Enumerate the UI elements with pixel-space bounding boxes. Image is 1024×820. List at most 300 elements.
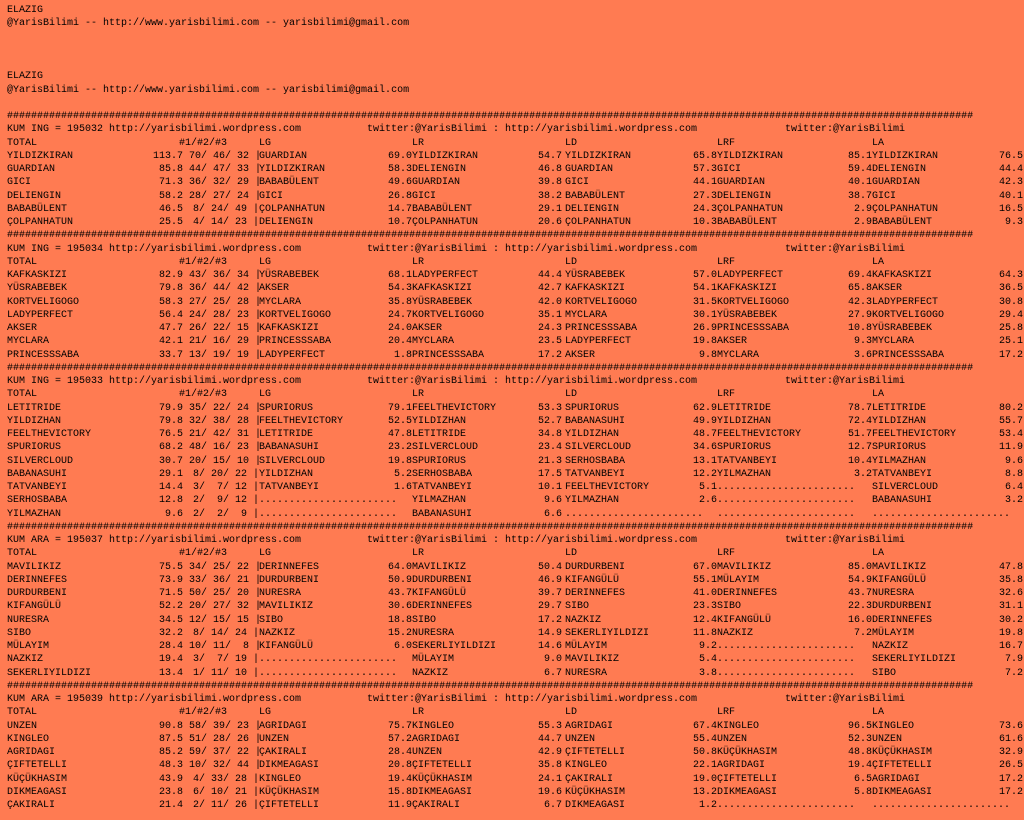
table-cell: MYCLARA — [7, 336, 50, 348]
table-cell: ....................... — [259, 667, 398, 679]
table-cell: 12.2 — [692, 468, 717, 480]
table-cell: 9.6 — [543, 495, 562, 507]
table-cell: YILDIZKIRAN — [872, 150, 939, 162]
table-cell: 53.3 — [537, 402, 562, 414]
section-header — [7, 534, 1024, 547]
table-cell: KAFKASKIZI — [872, 270, 933, 281]
table-cell: 57.2 — [387, 733, 412, 745]
table-cell: LADYPERFECT — [565, 336, 632, 348]
table-cell: TATVANBEYI — [7, 482, 68, 493]
table-cell: 14.7 — [387, 203, 412, 215]
table-cell: GICI — [259, 190, 284, 202]
table-row — [7, 150, 1024, 163]
table-cell: 30.1 — [692, 309, 717, 321]
table-cell: 26/ 22/ 15 | — [189, 323, 262, 334]
table-cell: UNZEN — [7, 720, 38, 732]
table-cell: ....................... — [717, 800, 856, 811]
table-cell: 52.5 — [387, 415, 412, 427]
table-cell: 39.7 — [537, 588, 562, 599]
table-cell: 67.0 — [692, 561, 717, 573]
table-cell: 44.1 — [692, 177, 717, 189]
table-cell: 71.3 — [158, 177, 183, 189]
table-cell: KINGLEO — [412, 720, 455, 732]
table-cell: 51.7 — [847, 429, 872, 440]
table-cell: 55.7 — [998, 415, 1023, 427]
table-cell: AGRIDAGI — [872, 773, 921, 785]
table-cell: MYCLARA — [412, 336, 455, 348]
table-cell: BABABÜLENT — [565, 190, 626, 202]
column-header-row — [7, 137, 1024, 150]
col-lrf: LRF — [717, 256, 736, 268]
table-cell: KÜÇÜKHASIM — [412, 773, 473, 785]
table-cell: 24.1 — [537, 773, 562, 785]
table-cell: DELIENGIN — [872, 164, 927, 175]
table-cell: TATVANBEYI — [412, 482, 473, 493]
table-cell: 29.1 — [158, 468, 183, 480]
col-total: TOTAL — [7, 548, 38, 560]
table-cell: 20/ 15/ 10 | — [189, 455, 262, 467]
table-cell: 5.4 — [698, 654, 717, 666]
table-cell: 8/ 24/ 49 | — [192, 203, 259, 215]
table-cell: 79.1 — [387, 402, 412, 414]
table-cell: 6.0 — [393, 641, 412, 652]
table-cell: SPURIORUS — [259, 402, 314, 414]
table-cell: SIBO — [565, 601, 590, 613]
table-cell: 25.1 — [998, 336, 1023, 348]
table-cell: 5.1 — [698, 482, 717, 493]
race-info: KUM ARA = 195037 http://yarisbilimi.wordpress.com — [7, 535, 302, 546]
table-cell: MÜLAYIM — [412, 654, 455, 666]
table-cell: 20.4 — [387, 336, 412, 348]
table-cell: 27.3 — [692, 190, 717, 202]
table-cell: AKSER — [259, 283, 290, 295]
table-cell: 50.4 — [537, 561, 562, 573]
table-cell: 41.0 — [692, 588, 717, 599]
table-cell: SERHOSBABA — [565, 455, 626, 467]
table-cell: SILVERCLOUD — [259, 455, 326, 467]
table-cell: 58/ 39/ 23 | — [189, 720, 262, 732]
table-cell: MYCLARA — [717, 349, 760, 361]
table-cell: SEKERLIYILDIZI — [412, 641, 497, 652]
table-row — [7, 799, 1024, 812]
table-cell: 29.4 — [998, 309, 1023, 321]
table-cell: 79.8 — [158, 283, 183, 295]
table-cell: 67.4 — [692, 720, 717, 732]
twitter-handle: twitter:@YarisBilimi — [785, 376, 906, 387]
table-cell: 44.7 — [537, 733, 562, 745]
table-cell: 16.7 — [998, 641, 1023, 652]
table-row — [7, 269, 1024, 282]
table-cell: AKSER — [717, 336, 748, 348]
table-cell: DURDURBENI — [872, 601, 933, 613]
table-row — [7, 640, 1024, 653]
table-row — [7, 561, 1024, 574]
table-cell: 82.9 — [158, 270, 183, 281]
table-cell: YÜSRABEBEK — [717, 309, 778, 321]
col-la: LA — [872, 137, 885, 149]
table-cell: 10.4 — [847, 455, 872, 467]
table-cell: 59.4 — [847, 164, 872, 175]
table-cell: 28/ 27/ 24 | — [189, 190, 262, 202]
table-cell: NAZKIZ — [7, 654, 44, 666]
table-cell: 19.8 — [998, 627, 1023, 639]
table-cell: 1.2 — [698, 800, 717, 811]
table-cell: 13.2 — [692, 786, 717, 798]
table-row — [7, 203, 1024, 216]
table-cell: 35.1 — [537, 309, 562, 321]
table-cell: SIBO — [717, 601, 742, 613]
table-cell: 75.5 — [158, 561, 183, 573]
col-total: TOTAL — [7, 389, 38, 401]
table-cell: KORTVELIGOGO — [259, 309, 332, 321]
table-cell: KÜÇÜKHASIM — [259, 786, 320, 798]
table-row — [7, 653, 1024, 666]
table-cell: GICI — [565, 177, 590, 189]
table-cell: 73.9 — [158, 574, 183, 586]
table-cell: AGRIDAGI — [717, 760, 766, 772]
table-cell: YILMAZHAN — [7, 508, 62, 520]
table-cell: 11.9 — [998, 442, 1023, 454]
table-cell: 14.6 — [537, 641, 562, 652]
table-cell: ÇIFTETELLI — [7, 760, 68, 772]
table-cell: 90.8 — [158, 720, 183, 732]
table-cell: 22.3 — [847, 601, 872, 613]
table-cell: ÇIFTETELLI — [717, 773, 778, 785]
table-cell: 43/ 36/ 34 | — [189, 270, 262, 281]
table-cell: YILMAZHAN — [565, 495, 620, 507]
table-cell: 62.9 — [692, 402, 717, 414]
table-cell: BABANASUHI — [7, 468, 68, 480]
col-lrf: LRF — [717, 548, 736, 560]
table-cell: TATVANBEYI — [717, 455, 778, 467]
table-cell: GICI — [412, 190, 437, 202]
column-header-row — [7, 547, 1024, 560]
table-cell: KIFANGÜLÜ — [565, 574, 620, 586]
table-cell: LADYPERFECT — [872, 296, 939, 308]
table-cell: 21/ 16/ 29 | — [189, 336, 262, 348]
table-cell: 19.0 — [692, 773, 717, 785]
table-cell: FEELTHEVICTORY — [259, 415, 344, 427]
col-pos: #1/#2/#3 — [179, 256, 228, 268]
table-cell: LETITRIDE — [412, 429, 467, 440]
table-cell: DERINNEFES — [7, 574, 68, 586]
section-header — [7, 123, 1024, 136]
table-cell: 20/ 27/ 32 | — [189, 601, 262, 613]
col-lr: LR — [412, 137, 425, 149]
table-row — [7, 720, 1024, 733]
table-cell: 21/ 42/ 31 | — [189, 429, 262, 440]
col-pos: #1/#2/#3 — [179, 548, 228, 560]
table-cell: 6.7 — [543, 667, 562, 679]
table-cell: 42.0 — [537, 296, 562, 308]
table-cell: 52.7 — [537, 415, 562, 427]
table-cell: 25.8 — [998, 323, 1023, 334]
table-cell: 22.1 — [692, 760, 717, 772]
table-cell: GUARDIAN — [717, 177, 766, 189]
table-cell: 29.1 — [537, 203, 562, 215]
table-cell: ....................... — [872, 508, 1011, 520]
table-cell: NURESRA — [872, 588, 915, 599]
table-cell: 44/ 47/ 33 | — [189, 164, 262, 175]
table-cell: 10.8 — [847, 323, 872, 334]
table-cell: 52.3 — [847, 733, 872, 745]
col-la: LA — [872, 256, 885, 268]
table-cell: 44.4 — [998, 164, 1023, 175]
table-cell: 54.1 — [692, 283, 717, 295]
table-cell: SEKERLIYILDIZI — [872, 654, 957, 666]
table-cell: 24.3 — [692, 203, 717, 215]
table-cell: 1/ 11/ 10 | — [192, 667, 259, 679]
table-cell: ÇOLPANHATUN — [259, 203, 326, 215]
table-cell: 19.4 — [158, 654, 183, 666]
table-cell: 10.3 — [692, 217, 717, 228]
col-la: LA — [872, 548, 885, 560]
table-row — [7, 667, 1024, 680]
table-cell: ÇIFTETELLI — [259, 800, 320, 811]
column-header-row — [7, 388, 1024, 401]
table-cell: NAZKIZ — [412, 667, 449, 679]
table-cell: BABANASUHI — [565, 415, 626, 427]
table-cell: 59/ 37/ 22 | — [189, 747, 262, 758]
table-cell: ....................... — [259, 508, 398, 520]
table-cell: 35.8 — [537, 760, 562, 772]
table-cell: 69.4 — [847, 270, 872, 281]
table-cell: MYCLARA — [872, 336, 915, 348]
table-cell: 8/ 14/ 24 | — [192, 627, 259, 639]
table-cell: 30.6 — [387, 601, 412, 613]
table-cell: 36.5 — [998, 283, 1023, 295]
table-cell: PRINCESSSABA — [412, 349, 485, 361]
table-cell: 43.7 — [387, 588, 412, 599]
table-cell: KAFKASKIZI — [7, 270, 68, 281]
table-cell: 85.2 — [158, 747, 183, 758]
col-lr: LR — [412, 548, 425, 560]
col-ld: LD — [565, 389, 578, 401]
table-cell: SPURIORUS — [565, 402, 620, 414]
table-cell: ....................... — [717, 641, 856, 652]
table-cell: 13.4 — [158, 667, 183, 679]
table-cell: MYCLARA — [565, 309, 608, 321]
table-cell: DERINNEFES — [717, 588, 778, 599]
col-ld: LD — [565, 707, 578, 719]
table-cell: SPURIORUS — [7, 442, 62, 454]
table-row — [7, 786, 1024, 799]
table-cell: NURESRA — [259, 588, 302, 599]
table-cell: YILDIZHAN — [412, 415, 467, 427]
col-lr: LR — [412, 256, 425, 268]
table-cell: SIBO — [7, 627, 32, 639]
table-cell: 68.1 — [387, 270, 412, 281]
table-cell: 35.8 — [387, 296, 412, 308]
twitter-handle: twitter:@YarisBilimi — [785, 535, 906, 546]
table-cell: ÇOLPANHATUN — [412, 217, 479, 228]
table-cell: MÜLAYIM — [872, 627, 915, 639]
table-cell: GICI — [717, 164, 742, 175]
table-cell: YILDIZKIRAN — [565, 150, 632, 162]
table-row — [7, 481, 1024, 494]
table-cell: YILMAZHAN — [717, 468, 772, 480]
table-cell: 73.6 — [998, 720, 1023, 732]
table-cell: 64.3 — [998, 270, 1023, 281]
table-cell: 96.5 — [847, 720, 872, 732]
table-cell: KORTVELIGOGO — [7, 296, 80, 308]
table-cell: 9.3 — [853, 336, 872, 348]
table-cell: 78.7 — [847, 402, 872, 414]
table-cell: UNZEN — [259, 733, 290, 745]
table-cell: 34.5 — [158, 614, 183, 626]
table-cell: 54.3 — [387, 283, 412, 295]
table-cell: KAFKASKIZI — [717, 283, 778, 295]
table-cell: GUARDIAN — [872, 177, 921, 189]
table-cell: LADYPERFECT — [717, 270, 784, 281]
table-row — [7, 335, 1024, 348]
table-cell: 35/ 22/ 24 | — [189, 402, 262, 414]
table-cell: ÇAKIRALI — [412, 800, 461, 811]
column-header-row — [7, 706, 1024, 719]
table-cell: KÜÇÜKHASIM — [872, 747, 933, 758]
table-cell: 48.3 — [158, 760, 183, 772]
table-cell: ÇOLPANHATUN — [7, 217, 74, 228]
table-row — [7, 176, 1024, 189]
table-cell: 23.3 — [692, 601, 717, 613]
table-cell: SEKERLIYILDIZI — [565, 627, 650, 639]
table-cell: 30.7 — [158, 455, 183, 467]
table-cell: KAFKASKIZI — [565, 283, 626, 295]
table-cell: GUARDIAN — [259, 150, 308, 162]
table-cell: MÜLAYIM — [7, 641, 50, 652]
table-cell: 14.9 — [537, 627, 562, 639]
table-row — [7, 494, 1024, 507]
twitter-handle: twitter:@YarisBilimi — [785, 694, 906, 705]
table-cell: 3/ 7/ 19 | — [192, 654, 259, 666]
table-cell: GUARDIAN — [412, 177, 461, 189]
table-cell: MÜLAYIM — [565, 641, 608, 652]
table-cell: 2.6 — [698, 495, 717, 507]
table-cell: KÜÇÜKHASIM — [7, 773, 68, 785]
table-cell: 24/ 28/ 23 | — [189, 309, 262, 321]
table-cell: NAZKIZ — [872, 641, 909, 652]
table-row — [7, 415, 1024, 428]
table-cell: 85.8 — [158, 164, 183, 175]
table-cell: MAVILIKIZ — [565, 654, 620, 666]
table-cell: 34.8 — [537, 429, 562, 440]
table-cell: LETITRIDE — [872, 402, 927, 414]
table-cell: 26.9 — [692, 323, 717, 334]
table-cell: 42.7 — [537, 283, 562, 295]
table-cell: 9.6 — [164, 508, 183, 520]
table-cell: 2/ 9/ 12 | — [192, 495, 259, 507]
table-cell: 10.7 — [387, 217, 412, 228]
table-cell: 17.5 — [537, 468, 562, 480]
table-cell: 14.4 — [158, 482, 183, 493]
table-cell: 2/ 11/ 26 | — [192, 800, 259, 811]
table-cell: AGRIDAGI — [412, 733, 461, 745]
table-cell: 27/ 25/ 28 | — [189, 296, 262, 308]
table-cell: 40.1 — [847, 177, 872, 189]
table-cell: 15.8 — [387, 786, 412, 798]
table-cell: 17.2 — [537, 614, 562, 626]
table-cell: AKSER — [872, 283, 903, 295]
table-cell: BABANASUHI — [872, 495, 933, 507]
table-cell: 76.5 — [998, 150, 1023, 162]
table-cell: ÇIFTETELLI — [412, 760, 473, 772]
table-cell: SPURIORUS — [717, 442, 772, 454]
section-header — [7, 693, 1024, 706]
col-total: TOTAL — [7, 137, 38, 149]
table-cell: 6.7 — [543, 800, 562, 811]
table-cell: FEELTHEVICTORY — [412, 402, 497, 414]
table-cell: DIKMEAGASI — [872, 786, 933, 798]
table-row — [7, 773, 1024, 786]
table-cell: 38.7 — [847, 190, 872, 202]
table-cell: 87.5 — [158, 733, 183, 745]
table-cell: GUARDIAN — [565, 164, 614, 175]
table-cell: LADYPERFECT — [7, 309, 74, 321]
table-cell: 9.2 — [698, 641, 717, 652]
col-lg: LG — [259, 548, 272, 560]
table-cell: 80.2 — [998, 402, 1023, 414]
table-cell: LADYPERFECT — [412, 270, 479, 281]
table-cell: KINGLEO — [7, 733, 50, 745]
table-cell: ÇIFTETELLI — [565, 747, 626, 758]
table-cell: ....................... — [565, 508, 704, 520]
table-cell: 57.0 — [692, 270, 717, 281]
table-cell: UNZEN — [717, 733, 748, 745]
table-cell: YILDIZKIRAN — [717, 150, 784, 162]
table-cell: NAZKIZ — [565, 614, 602, 626]
table-cell: DURDURBENI — [7, 588, 68, 599]
spacer — [7, 57, 1024, 70]
table-cell: KÜÇÜKHASIM — [717, 747, 778, 758]
table-cell: 6.4 — [1004, 482, 1023, 493]
table-cell: 23.2 — [387, 442, 412, 454]
table-cell: 68.2 — [158, 442, 183, 454]
table-cell: 20.6 — [537, 217, 562, 228]
table-cell: 49.6 — [387, 177, 412, 189]
table-cell: 40.1 — [998, 190, 1023, 202]
table-cell: 15.2 — [387, 627, 412, 639]
table-cell: 48.7 — [692, 429, 717, 440]
table-cell: 24.0 — [387, 323, 412, 334]
table-cell: 58.3 — [387, 164, 412, 175]
table-cell: KORTVELIGOGO — [717, 296, 790, 308]
table-cell: 23.8 — [158, 786, 183, 798]
table-cell: 6.6 — [543, 508, 562, 520]
table-cell: 33/ 36/ 21 | — [189, 574, 262, 586]
race-info: KUM ING = 195034 http://yarisbilimi.wordpress.com — [7, 243, 302, 255]
table-cell: 76.5 — [158, 429, 183, 440]
table-row — [7, 309, 1024, 322]
race-info: KUM ARA = 195039 http://yarisbilimi.wordpress.com — [7, 694, 302, 705]
table-cell: 10/ 32/ 44 | — [189, 760, 262, 772]
page-title-repeat: ELAZIG — [7, 71, 44, 83]
table-cell: 50.8 — [692, 747, 717, 758]
table-cell: KÜÇÜKHASIM — [565, 786, 626, 798]
table-cell: 61.6 — [998, 733, 1023, 745]
table-cell: 42.9 — [537, 747, 562, 758]
table-cell: DELIENGIN — [412, 164, 467, 175]
separator-line: ################################################################################################################################################################# — [7, 362, 974, 374]
spacer — [7, 31, 1024, 44]
table-cell: 27.9 — [847, 309, 872, 321]
table-cell: 47.8 — [387, 429, 412, 440]
table-cell: MAVILIKIZ — [259, 601, 314, 613]
table-row — [7, 216, 1024, 229]
table-cell: LETITRIDE — [259, 429, 314, 440]
table-cell: 42.1 — [158, 336, 183, 348]
table-cell: YÜSRABEBEK — [7, 283, 68, 295]
table-row — [7, 733, 1024, 746]
